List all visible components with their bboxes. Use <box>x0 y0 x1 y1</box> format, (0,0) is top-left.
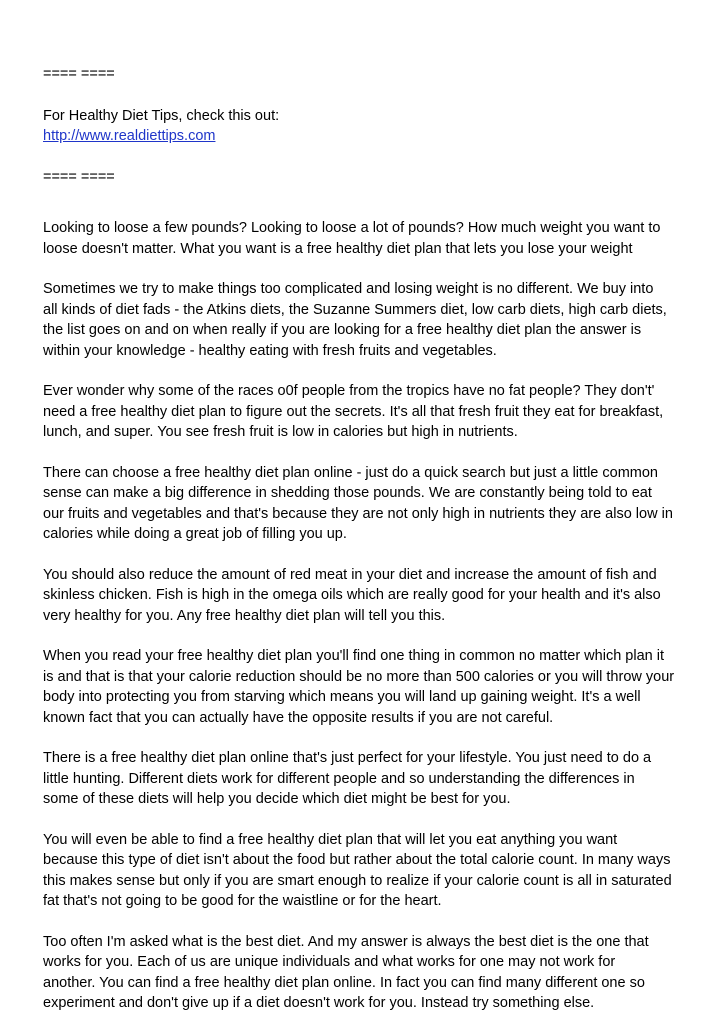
paragraph-line: known fact that you can actually have the opposite results if you are not careful. <box>43 709 554 726</box>
paragraph-line: Sometimes we try to make things too complicated and losing weight is no different. We buy into <box>43 281 654 297</box>
paragraph-line: this makes sense but only if you are smart enough to realize if your calorie count is all in saturated <box>43 872 672 889</box>
paragraph-line: within your knowledge - healthy eating with fresh fruits and vegetables. <box>43 342 497 359</box>
document-page <box>43 64 693 1014</box>
article-body <box>43 218 693 1014</box>
paragraph-line: works for you. Each of us are unique individuals and what works for one may not work for <box>43 954 616 970</box>
separator-bottom: ==== ==== <box>43 168 115 185</box>
diet-tips-text: For Healthy Diet Tips, check this out: <box>43 107 280 124</box>
article-paragraph <box>43 381 693 443</box>
paragraph-line: Looking to loose a few pounds? Looking to loose a lot of pounds? How much weight you want to <box>43 220 661 236</box>
separator-top: ==== ==== <box>43 66 115 82</box>
paragraph-line: need a free healthy diet plan to figure out the secrets. It's all that fresh fruit they eat for breakfast, <box>43 403 664 420</box>
paragraph-line: is and that is that your calorie reduction should be no more than 500 calories or you will throw your <box>43 668 675 685</box>
paragraph-line: When you read your free healthy diet plan you'll find one thing in common no matter which plan it <box>43 648 664 664</box>
paragraph-line: calories while doing a great job of filling you up. <box>43 526 347 542</box>
paragraph-line: sense can make a big difference in shedding those pounds. We are constantly being told to eat <box>43 485 652 501</box>
paragraph-line: some of these diets will help you decide which diet might be best for you. <box>43 791 511 807</box>
paragraph-line: all kinds of diet fads - the Atkins diets, the Suzanne Summers diet, low carb diets, high carb diets, <box>43 301 667 318</box>
paragraph-line: skinless chicken. Fish is high in the omega oils which are really good for your health and it's also <box>43 587 661 603</box>
paragraph-line: You should also reduce the amount of red meat in your diet and increase the amount of fish and <box>43 566 657 583</box>
paragraph-line: very healthy for you. Any free healthy diet plan will tell you this. <box>43 607 446 624</box>
paragraph-line: another. You can find a free healthy diet plan online. In fact you can find many different one so <box>43 974 645 991</box>
paragraph-line: the list goes on and on when really if you are looking for a free healthy diet plan the answer is <box>43 322 642 338</box>
paragraph-line: fat that's not going to be good for the waistline or for the heart. <box>43 893 442 909</box>
paragraph-line: You will even be able to find a free healthy diet plan that will let you eat anything you want <box>43 831 618 848</box>
paragraph-line: our fruits and vegetables and that's because they are not only high in nutrients they are also low in <box>43 505 673 522</box>
paragraph-line: Ever wonder why some of the races o0f people from the tropics have no fat people? They don't' <box>43 383 655 399</box>
article-paragraph <box>43 218 693 259</box>
article-paragraph <box>43 463 693 545</box>
paragraph-line: There can choose a free healthy diet plan online - just do a quick search but just a little common <box>43 464 658 481</box>
article-paragraph <box>43 565 693 627</box>
article-paragraph <box>43 279 693 361</box>
diet-tips-link[interactable]: http://www.realdiettips.com <box>43 128 216 144</box>
paragraph-line: loose doesn't matter. What you want is a free healthy diet plan that lets you lose your weight <box>43 240 633 257</box>
article-paragraph <box>43 830 693 912</box>
article-paragraph <box>43 646 693 728</box>
paragraph-line: lunch, and super. You see fresh fruit is low in calories but high in nutrients. <box>43 424 518 440</box>
paragraph-line: There is a free healthy diet plan online that's just perfect for your lifestyle. You just need to do a <box>43 750 652 766</box>
article-paragraph <box>43 748 693 810</box>
paragraph-line: little hunting. Different diets work for different people and so understanding the differences in <box>43 770 635 787</box>
paragraph-line: Too often I'm asked what is the best diet. And my answer is always the best diet is the one that <box>43 933 649 950</box>
paragraph-line: body into protecting you from starving which means you will land up gaining weight. It's a well <box>43 689 641 705</box>
paragraph-line: experiment and don't give up if a diet doesn't work for you. Instead try something else. <box>43 995 595 1011</box>
article-paragraph <box>43 932 693 1014</box>
paragraph-line: because this type of diet isn't about the food but rather about the total calorie count. In many ways <box>43 852 671 868</box>
